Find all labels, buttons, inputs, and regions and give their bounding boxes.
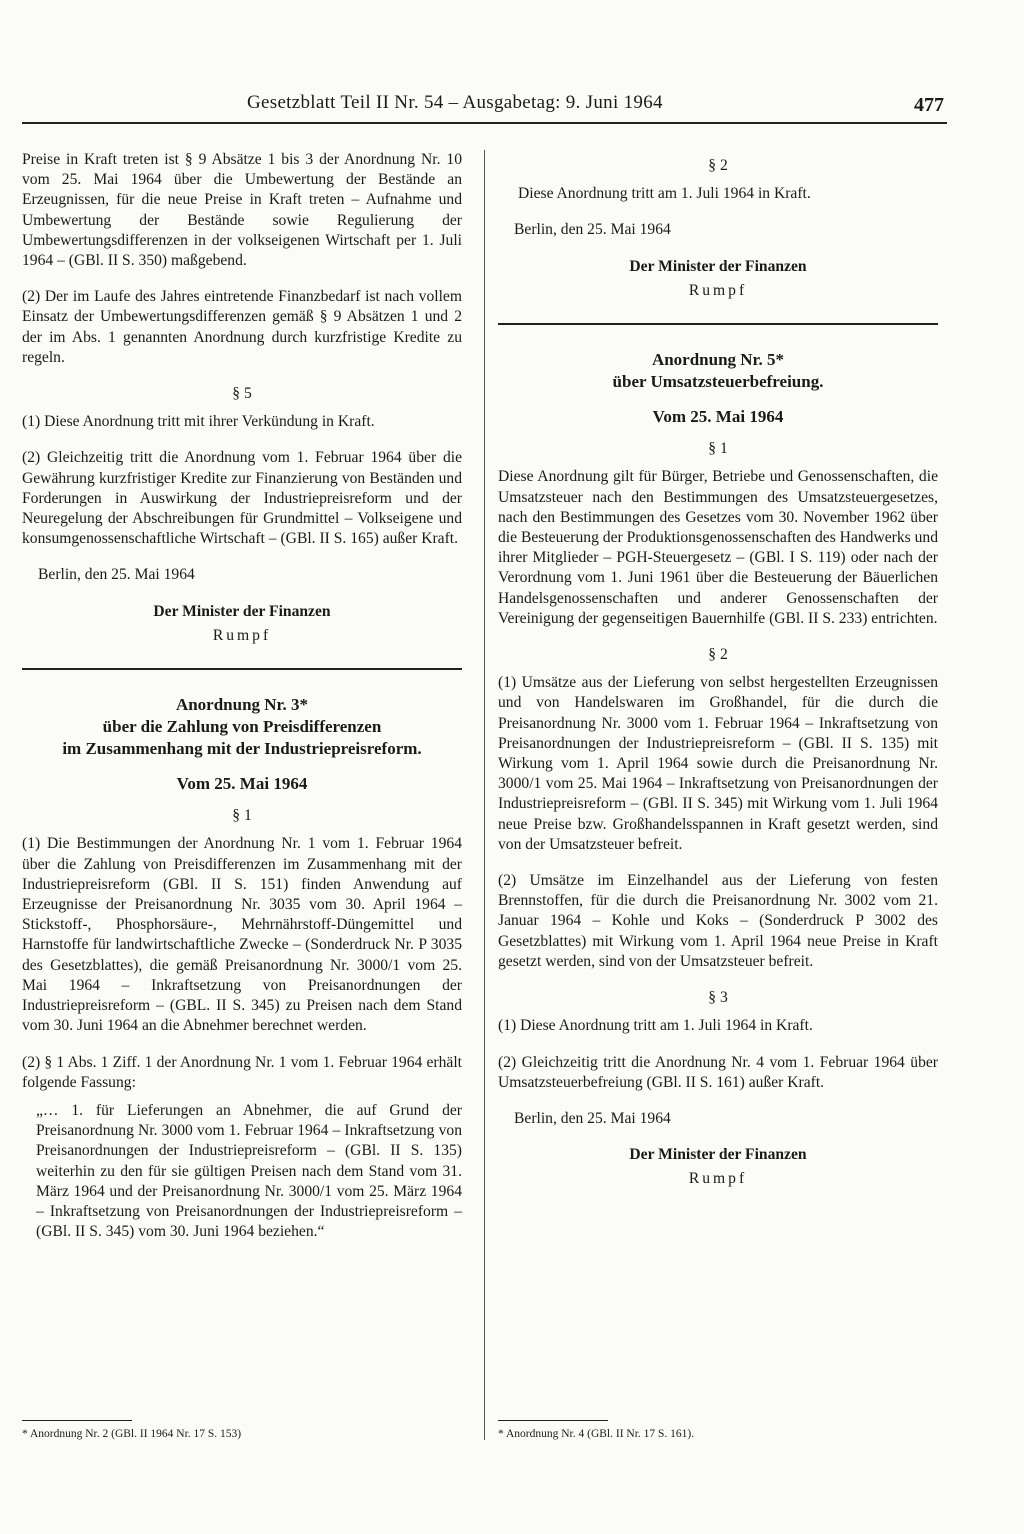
footnote-rule — [22, 1420, 132, 1421]
paragraph: (1) Diese Anordnung tritt am 1. Juli 1964 in Kraft. — [498, 1017, 813, 1035]
signature-title: Der Minister der Finanzen — [629, 1146, 807, 1164]
document-title — [498, 349, 938, 393]
paragraph: (2) § 1 Abs. 1 Ziff. 1 der Anordnung Nr. 1 vom 1. Februar 1964 erhält folgende Fassung: — [22, 1053, 462, 1091]
signature-name: Rumpf — [688, 1170, 748, 1188]
document-title-line: über Umsatzsteuerbefreiung. — [612, 372, 824, 392]
section-heading: § 2 — [708, 646, 728, 664]
page-header — [22, 92, 952, 122]
signature-name: Rumpf — [688, 281, 748, 299]
paragraph: Diese Anordnung gilt für Bürger, Betriebe und Genossenschaften, die Umsatzsteuer nach den Bestimmungen des Umsatzsteuergesetzes, nach den Bestimmungen des Gesetzes vom 30. November 1962 über die Besteuerung der Produktionsgenossenschaften des Handwerks und ihrer Mitglieder – PGH-Steuergesetz – (GBl. I S. 119) oder nach der Verordnung vom 1. Juni 1961 über die Besteuerung der Bäuerlichen Handelsgenossenschaften und anderer Genossenschaften der Vereinigung der gegenseitigen Bauernhilfe (GBl. II S. 233) entrichten. — [498, 468, 938, 627]
section-separator — [22, 668, 462, 670]
document-title-line: über die Zahlung von Preisdifferenzen — [102, 717, 382, 737]
page-number: 477 — [914, 94, 944, 116]
document-date: Vom 25. Mai 1964 — [176, 774, 308, 794]
running-head: Gesetzblatt Teil II Nr. 54 – Ausgabetag: 9. Juni 1964 — [247, 92, 663, 113]
document-title-line: im Zusammenhang mit der Industriepreisreform. — [62, 739, 422, 759]
paragraph: (1) Umsätze aus der Lieferung von selbst hergestellten Erzeugnissen und von Handelswaren im Großhandel, für die durch die Preisanordnung Nr. 3000 vom 1. Februar 1964 – Inkraftsetzung von Preisanordnungen der Industriepreisreform – (GBl. II S. 135) mit Wirkung vom 1. April 1964 sowie durch die Preisanordnung Nr. 3000/1 vom 25. Mai 1964 – Inkraftsetzung von Preisanordnungen der Industriepreisreform – (GBl. II S. 345) mit Wirkung vom 1. Juli 1964 neue Preise bzw. Großhandelsspannen in Kraft gesetzt werden, sind von der Umsatzsteuer befreit. — [498, 674, 938, 853]
footnote-text: * Anordnung Nr. 2 (GBl. II 1964 Nr. 17 S. 153) — [22, 1428, 242, 1440]
section-heading: § 5 — [232, 385, 252, 403]
footnote-rule — [498, 1420, 608, 1421]
footnote-left — [22, 1420, 462, 1441]
paragraph: (1) Diese Anordnung tritt mit ihrer Verkündung in Kraft. — [22, 413, 375, 431]
document-title-line: Anordnung Nr. 5* — [651, 350, 785, 370]
paragraph: Preise in Kraft treten ist § 9 Absätze 1 bis 3 der Anordnung Nr. 10 vom 25. Mai 1964 über die Umbewertung der Bestände an Erzeugnissen, für die neue Preise in Kraft treten – Aufnahme und Umbewertung der Bestände sowie Regulierung der Umbewertungsdifferenzen in der volkseigenen Wirtschaft per 1. Juli 1964 – (GBl. II S. 350) maßgebend. — [22, 151, 462, 270]
column-divider — [484, 150, 485, 1440]
paragraph: (2) Umsätze im Einzelhandel aus der Lieferung von festen Brennstoffen, für die durch die Preisanordnung Nr. 3002 vom 21. Januar 1964 – Kohle und Koks – (Sonderdruck P 3002 des Gesetzblattes) mit Wirkung vom 1. April 1964 neue Preise in Kraft gesetzt werden, sind von der Umsatzsteuer befreit. — [498, 872, 938, 970]
paragraph: (2) Gleichzeitig tritt die Anordnung vom 1. Februar 1964 über die Gewährung kurzfristiger Kredite zur Finanzierung von Beständen und Forderungen in Auswirkung der Industriepreisreform und der Neuregelung der Abschreibungen für Grundmittel – Volkseigene und konsumgenossenschaftliche Wirtschaft – (GBl. II S. 165) außer Kraft. — [22, 449, 462, 548]
document-date: Vom 25. Mai 1964 — [652, 407, 784, 427]
right-column — [498, 150, 938, 1212]
footnote-text: * Anordnung Nr. 4 (GBl. II Nr. 17 S. 161). — [498, 1428, 695, 1440]
signature-title: Der Minister der Finanzen — [629, 257, 807, 275]
section-heading: § 1 — [708, 440, 728, 458]
document-title — [22, 694, 462, 760]
place-date: Berlin, den 25. Mai 1964 — [514, 1109, 671, 1127]
left-column — [22, 150, 462, 1252]
paragraph: (2) Der im Laufe des Jahres eintretende Finanzbedarf ist nach vollem Einsatz der Umbewertungsdifferenzen gemäß § 9 Absätzen 1 und 2 der im Abs. 1 genannten Anordnung durch kurzfristige Kredite zu regeln. — [22, 288, 462, 366]
paragraph: Diese Anordnung tritt am 1. Juli 1964 in Kraft. — [518, 185, 811, 203]
section-heading: § 3 — [708, 989, 728, 1007]
document-title-line: Anordnung Nr. 3* — [175, 695, 309, 715]
paragraph: (2) Gleichzeitig tritt die Anordnung Nr. 4 vom 1. Februar 1964 über Umsatzsteuerbefreiung (GBl. II S. 161) außer Kraft. — [498, 1053, 938, 1091]
signature-name: Rumpf — [212, 626, 272, 644]
header-rule — [22, 122, 947, 124]
section-separator — [498, 323, 938, 325]
place-date: Berlin, den 25. Mai 1964 — [38, 566, 195, 584]
quoted-provision: „… 1. für Lieferungen an Abnehmer, die auf Grund der Preisanordnung Nr. 3000 vom 1. Februar 1964 – Inkraftsetzung von Preisanordnungen der Industriepreisreform – (GBl. II S. 135) weiterhin zu den für sie gültigen Preisen nach dem Stand vom 31. März 1964 und der Preisanordnung Nr. 3000/1 vom 25. März 1964 – Inkraftsetzung von Preisanordnungen der Industriepreisreform – (GBl. II S. 345) vom 30. Juni 1964 beziehen.“ — [36, 1101, 462, 1241]
footnote-right — [498, 1420, 938, 1441]
paragraph: (1) Die Bestimmungen der Anordnung Nr. 1 vom 1. Februar 1964 über die Zahlung von Preisdifferenzen im Zusammenhang mit der Industriepreisreform (GBl. II S. 151) finden Anwendung auf Erzeugnisse der Preisanordnung Nr. 3035 vom 30. April 1964 – Stickstoff-, Phosphorsäure-, Mehrnährstoff-Düngemittel und Harnstoffe für landwirtschaftliche Zwecke – (Sonderdruck Nr. P 3035 des Gesetzblattes), die gemäß Preisanordnung Nr. 3000/1 vom 25. Mai 1964 – Inkraftsetzung von Preisanordnungen der Industriepreisreform – (GBL. II S. 345) zu Preisen nach dem Stand vom 30. Juni 1964 an die Abnehmer berechnet werden. — [22, 835, 462, 1035]
place-date: Berlin, den 25. Mai 1964 — [514, 221, 671, 239]
section-heading: § 1 — [232, 807, 252, 825]
section-heading: § 2 — [708, 157, 728, 174]
signature-title: Der Minister der Finanzen — [153, 602, 331, 620]
